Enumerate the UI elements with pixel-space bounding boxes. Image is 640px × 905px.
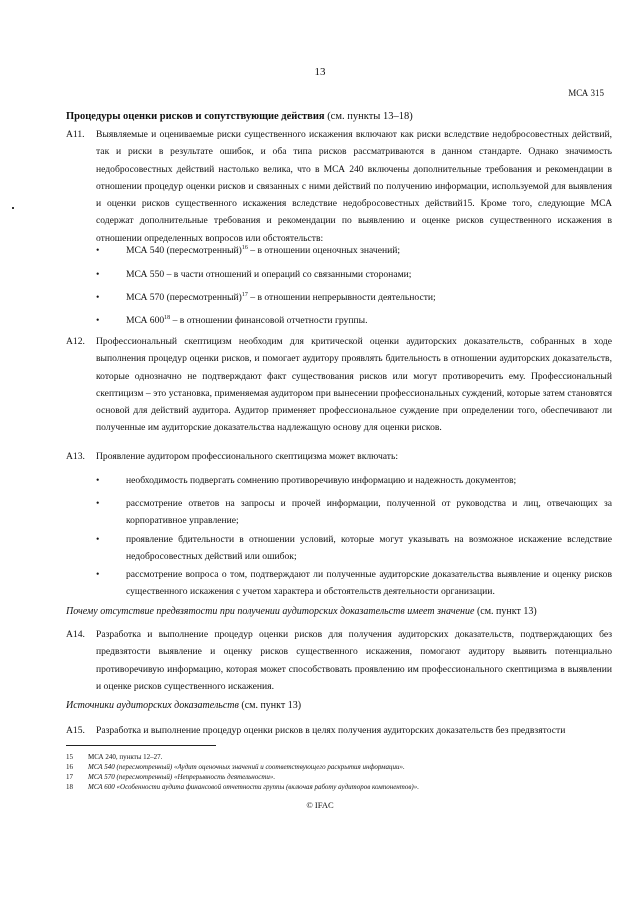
list-item: [96, 472, 612, 489]
standard-code: МСА 315: [568, 88, 604, 98]
list-item-text: рассмотрение вопроса о том, подтверждают ли полученные аудиторские доказательства выявление и оценку рисков существенного искажения с учетом характера и обстоятельств деятельности организации.: [126, 569, 612, 598]
footnote-divider: [66, 745, 216, 746]
paragraph-a13: [66, 448, 612, 465]
footnote-text: МСА 570 (пересмотренный) «Непрерывность деятельности».: [88, 773, 276, 781]
footnote: [66, 753, 162, 761]
list-item-text: – в отношении непрерывности деятельности;: [247, 292, 436, 303]
list-item: [96, 242, 612, 259]
list-item-text: – в отношении финансовой отчетности группы.: [170, 315, 368, 326]
subheading-sources: [66, 700, 301, 711]
subheading-title: Источники аудиторских доказательств: [66, 700, 239, 711]
list-item-text: рассмотрение ответов на запросы и прочей информации, полученной от руководства и лиц, отвечающих за корпоративное управление;: [126, 498, 612, 527]
list-item: [96, 531, 612, 566]
section-heading-title: Процедуры оценки рисков и сопутствующие действия: [66, 111, 325, 122]
list-item-text: необходимость подвергать сомнению противоречивую информацию и надежность документов;: [126, 475, 517, 486]
paragraph-a12: [66, 333, 612, 437]
footnote-text: МСА 240, пункты 12–27.: [88, 753, 163, 761]
subheading-ref: (см. пункт 13): [238, 700, 302, 711]
subheading-bias: [66, 606, 537, 617]
subheading-ref: (см. пункт 13): [474, 606, 537, 617]
paragraph-number: A11.: [66, 129, 85, 140]
paragraph-number: A15.: [66, 725, 85, 736]
bullet-icon: •: [96, 569, 100, 580]
paragraph-number: A13.: [66, 451, 85, 462]
page-number: 13: [314, 66, 326, 78]
footnote: [66, 773, 275, 781]
list-item: [96, 495, 612, 530]
list-item-text: МСА 570 (пересмотренный): [126, 292, 242, 303]
footnote: [66, 763, 405, 771]
subheading-title: Почему отсутствие предвзятости при получении аудиторских доказательств имеет значение: [66, 606, 475, 617]
list-item-text: МСА 550 – в части отношений и операций со связанными сторонами;: [126, 269, 412, 280]
bullet-icon: •: [96, 269, 100, 280]
paragraph-text: Разработка и выполнение процедур оценки рисков в целях получения аудиторских доказательств без предвзятости: [96, 725, 566, 736]
paragraph-text: Выявляемые и оцениваемые риски существенного искажения включают как риски вследствие недобросовестных действий, так и риски в результате ошибок, и оба типа рисков рассматриваются в данном стандарте. Однако значимость недобросовестных действий настолько велика, что в МСА 240 включены дополнительные требования и рекомендации в отношении процедур оценки рисков и связанных с ними действий по получению информации, используемой для выявления и оценки рисков существенного искажения вследствие недобросовестных действий15. Кроме того, следующие МСА содержат дополнительные требования и рекомендации по выявлению и оценке рисков существенного искажения в отношении определенных вопросов или обстоятельств:: [96, 129, 612, 244]
bullet-icon: •: [96, 292, 100, 303]
footnote-number: 15: [66, 753, 73, 761]
footnote-number: 16: [66, 763, 73, 771]
list-item-text: МСА 600: [126, 315, 165, 326]
paragraph-text: Профессиональный скептицизм необходим для критической оценки аудиторских доказательств, собранных в ходе выполнения процедур оценки рисков, и помогает аудитору проявлять бдительность в отношении аудиторских доказательств, которые однозначно не подтверждают факт существования рисков или могут противоречить ему. Профессиональный скептицизм – это установка, применяемая аудитором при вынесении профессиональных суждений, которые затем становятся основой для действий аудитора. Аудитор применяет профессиональное суждение при определении того, обеспечивают ли полученные им аудиторские доказательства надлежащую основу для оценки рисков.: [96, 336, 612, 434]
footnote-ref: 17: [241, 292, 248, 298]
paragraph-a11: [66, 126, 612, 247]
list-item: [96, 566, 612, 601]
paragraph-text: Разработка и выполнение процедур оценки рисков для получения аудиторских доказательств, подтверждающих без предвзятости выявление и оценку рисков существенного искажения, помогают аудитору выявить потенциально противоречивую информацию, которая может способствовать проявлению им профессионального скептицизма в выявлении и оценке рисков существенного искажения.: [96, 629, 612, 692]
list-item: [96, 312, 612, 329]
footnote-number: 17: [66, 773, 73, 781]
paragraph-a15: [66, 722, 612, 739]
list-item: [96, 289, 612, 306]
list-item-text: МСА 540 (пересмотренный): [126, 245, 242, 256]
bullet-icon: •: [96, 475, 100, 486]
footnote-text: МСА 600 «Особенности аудита финансовой отчетности группы (включая работу аудиторов компонентов)».: [88, 783, 419, 791]
footnote-number: 18: [66, 783, 73, 791]
footnote-ref: 16: [241, 245, 248, 251]
list-item-text: проявление бдительности в отношении условий, которые могут указывать на возможное искажение вследствие недобросовестных действий или ошибок;: [126, 534, 612, 563]
footnote-text: МСА 540 (пересмотренный) «Аудит оценочных значений и соответствующего раскрытия информации».: [88, 763, 405, 771]
list-item-text: – в отношении оценочных значений;: [247, 245, 401, 256]
section-heading-ref: (см. пункты 13–18): [324, 111, 413, 122]
paragraph-text: Проявление аудитором профессионального скептицизма может включать:: [96, 451, 399, 462]
footnote-ref: 18: [164, 315, 171, 321]
footnote: [66, 783, 419, 791]
scan-mark: [12, 207, 14, 209]
bullet-icon: •: [96, 534, 100, 545]
list-item: [96, 266, 612, 283]
paragraph-number: A12.: [66, 336, 85, 347]
paragraph-a14: [66, 626, 612, 695]
bullet-icon: •: [96, 245, 100, 256]
bullet-icon: •: [96, 498, 100, 509]
copyright: © IFAC: [306, 800, 334, 810]
bullet-icon: •: [96, 315, 100, 326]
section-heading: [66, 111, 413, 122]
paragraph-number: A14.: [66, 629, 85, 640]
